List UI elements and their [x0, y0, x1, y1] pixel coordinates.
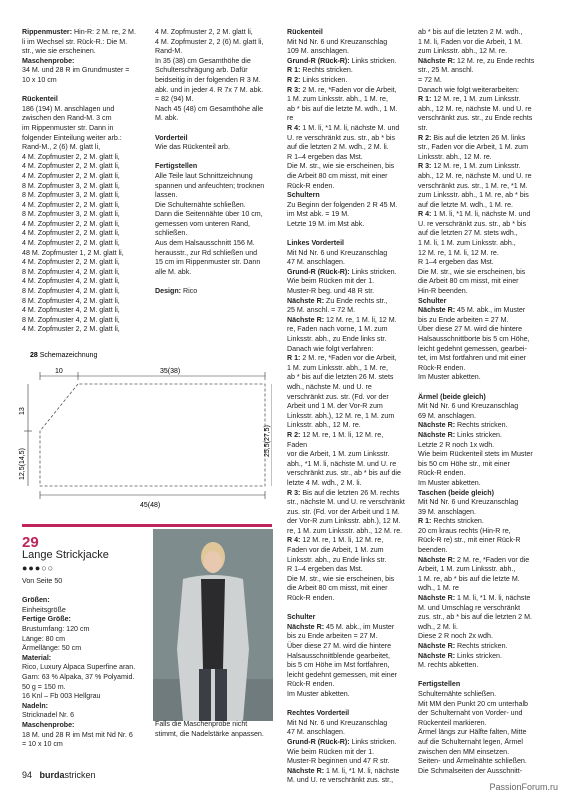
- text-line: R 1: Rechts stricken.: [287, 66, 353, 75]
- text-line: [287, 700, 405, 710]
- dim-bottom: 45(48): [140, 502, 161, 509]
- text-line: Grund-R (Rück-R): Links stricken.: [287, 56, 397, 65]
- text-line: re, Faden nach vorne, 1 M. zum: [287, 325, 388, 334]
- text-line: Im Muster abketten.: [418, 478, 481, 487]
- text-line: Linksstr. abh.), 12 M. re, 1 M. zum: [287, 411, 395, 420]
- text-line: [155, 153, 273, 163]
- text-line: R 4: 1 M. li, *1 M. li, nächste M. und: [287, 123, 400, 132]
- text-line: 4 M. Zopfmuster 2, 2 M. glatt li,: [22, 152, 120, 161]
- text-line: U. re verschränkt zus. str., ab * bis: [418, 219, 527, 228]
- text-line: 50 g = 150 m.: [22, 682, 66, 691]
- text-line: 4 M. Zopfmuster 2, 2 M. glatt li,: [155, 28, 253, 36]
- text-line: bis 5 cm Höhe im Mst fortfahren,: [287, 661, 390, 670]
- text-line: Mit Nd Nr. 6 und Kreuzanschlag: [418, 498, 519, 507]
- text-line: Mit MM den Punkt 20 cm unterhalb: [418, 699, 529, 708]
- text-line: Rückenteil: [287, 28, 323, 36]
- text-line: Mit Nd Nr. 6 und Kreuzanschlag: [287, 718, 388, 727]
- text-line: zwischen den Rand-M. 3 cm: [22, 114, 112, 123]
- text-line: str., Faden vor die Arbeit, 1 M. zum: [418, 143, 528, 152]
- text-line: Muster-R beg. und 48 R str.: [287, 287, 375, 296]
- text-line: tet, im Mst fortfahren und mit einer: [418, 354, 527, 363]
- text-line: Rückenteil: [22, 95, 58, 104]
- text-line: Garn: 63 % Alpaka, 37 % Polyamid.: [22, 672, 135, 681]
- text-line: Wie beim Rücken mit der 1.: [287, 277, 375, 286]
- text-line: [287, 604, 405, 614]
- text-line: Nächste R: 12 M. re, 1 M. li, 12 M.: [287, 315, 397, 324]
- text-line: Aus dem Halsausschnitt 156 M.: [155, 239, 255, 248]
- text-line: Halsausschnittblende gearbeitet,: [287, 651, 390, 660]
- text-line: die Arbeit 80 cm misst, mit einer: [287, 584, 388, 593]
- text-line: Nach 45 (48) cm Gesamthöhe alle: [155, 104, 264, 113]
- text-line: Im Muster abketten.: [287, 689, 350, 698]
- text-line: Vorderteil: [155, 133, 188, 142]
- text-line: herausstr., zur Rd schließen und: [155, 248, 258, 257]
- text-line: bis zu Ende arbeiten = 27 M.: [418, 315, 509, 324]
- text-line: 15 cm im Rippenmuster str. Dann: [155, 258, 261, 267]
- text-line: 8 M. Zopfmuster 4, 2 M. glatt li,: [22, 267, 120, 276]
- text-line: Grund-R (Rück-R): Links stricken.: [287, 267, 397, 276]
- text-line: abk. und in jeder 4. R 7x 7 M. abk.: [155, 85, 264, 94]
- text-line: gemessen vom unteren Rand,: [155, 219, 251, 228]
- text-line: vor die Arbeit, 1 M. zum Linksstr.: [287, 450, 390, 459]
- text-line: Ärmel (beide gleich): [418, 392, 486, 401]
- text-line: Fertigstellen: [155, 162, 198, 171]
- text-line: 69 M. anschlagen.: [418, 411, 476, 420]
- text-line: 8 M. Zopfmuster 4, 2 M. glatt li,: [22, 287, 120, 296]
- dim-neck: 10: [55, 368, 63, 375]
- text-line: 18 M. und 28 R im Mst mit Nd Nr. 6: [22, 730, 133, 739]
- text-line: Taschen (beide gleich): [418, 488, 494, 497]
- brand-bold: burda: [39, 770, 65, 780]
- column-2: [155, 28, 273, 297]
- text-line: 1 M. li, Faden vor die Arbeit, 1 M.: [418, 37, 523, 46]
- text-line: auf die letzte M. wdh., 1 M. re.: [418, 200, 514, 209]
- text-line: 4 M. Zopfmuster 2, 2 M. glatt li,: [22, 219, 120, 228]
- text-line: Wie beim Rücken mit der 1.: [287, 747, 375, 756]
- text-line: Schulterschrägung arb. Dafür: [155, 66, 248, 75]
- text-line: 8 M. Zopfmuster 3, 2 M. glatt li,: [22, 191, 120, 200]
- text-line: lassen.: [155, 191, 178, 200]
- text-line: Mit Nd Nr. 6 und Kreuzanschlag: [418, 402, 519, 411]
- text-line: Zu Beginn der folgenden 2 R 45 M.: [287, 200, 398, 209]
- text-line: 186 (194) M. anschlagen und: [22, 104, 115, 113]
- text-line: Die M. str., wie sie erscheinen, bis: [418, 267, 526, 276]
- watermark: PassionForum.ru: [489, 782, 558, 792]
- text-line: Letzte 19 M. im Mst abk.: [287, 219, 365, 228]
- text-line: R 3: Bis auf die letzten 26 M. rechts: [287, 488, 400, 497]
- text-line: Linksstr. abh., 12 M. re.: [287, 421, 361, 430]
- dim-left-upper: 13: [19, 407, 26, 415]
- text-line: [155, 124, 273, 134]
- text-line: leicht gedehnt gemessen, mit einer: [287, 670, 398, 679]
- text-line: 4 M. Zopfmuster 2, 2 M. glatt li,: [22, 325, 120, 334]
- text-line: Faden vor die Arbeit, 1 M. zum: [287, 546, 384, 555]
- column-1: [22, 28, 146, 335]
- text-line: M. und U. re verschränkt zus. str.,: [287, 776, 394, 785]
- text-line: Nächste R: 45 M. abk., im Muster: [418, 306, 526, 315]
- text-line: Muster-R beginnen und 47 R str.: [287, 757, 390, 766]
- text-line: beenden.: [418, 546, 448, 555]
- text-line: Nächste R: 12 M. re, zu Ende rechts: [418, 56, 535, 65]
- text-line: Wie beim Rückenteil stets im Muster: [418, 450, 533, 459]
- text-line: 4 M. Zopfmuster 2, 2 (6) M. glatt li,: [155, 37, 264, 46]
- text-line: Letzte 2 R noch 1x wdh.: [418, 440, 495, 449]
- text-line: alle M. abk.: [155, 267, 192, 276]
- text-line: R 1: 2 M. re, *Faden vor die Arbeit,: [287, 354, 397, 363]
- text-line: 48 M. Zopfmuster 1, 2 M. glatt li,: [22, 248, 124, 257]
- text-line: Rand-M., 2 (6) M. glatt li,: [22, 143, 101, 152]
- text-line: Hin-R beenden.: [418, 287, 468, 296]
- page-number: 94: [22, 770, 33, 780]
- brand-rest: stricken: [64, 770, 96, 780]
- text-line: 20 cm kraus rechts (Hin-R re,: [418, 526, 511, 535]
- text-line: Rück-R enden.: [287, 594, 335, 603]
- text-line: zum Linksstr. abh., 1 M. re, ab * bis: [418, 191, 529, 200]
- text-line: 4 M. Zopfmuster 2, 2 M. glatt li,: [22, 200, 120, 209]
- text-line: R 2: Links stricken.: [287, 75, 348, 84]
- text-line: re, 1 M. zum Linksstr. abh., 12 M. re.: [287, 526, 403, 535]
- text-line: str.: [418, 123, 428, 132]
- text-line: im Mst abk. = 19 M.: [287, 210, 350, 219]
- text-line: 1 M. zum Linksstr. abh., 1 M. re,: [287, 95, 388, 104]
- text-line: Brustumfang: 120 cm: [22, 624, 90, 633]
- text-line: Die M. str., wie sie erscheinen, bis: [287, 574, 395, 583]
- text-line: Schulter: [418, 296, 447, 305]
- text-line: 10 x 10 cm: [22, 75, 57, 84]
- text-line: Rück-R enden.: [418, 363, 466, 372]
- text-line: zus. str., ab * bis auf die letzten 2 M.: [418, 613, 532, 622]
- text-line: Fertige Größe:: [22, 615, 71, 624]
- text-line: Nächste R: Links stricken.: [418, 651, 502, 660]
- text-line: ab * bis auf die letzte M. wdh., 1 M. re: [287, 104, 398, 123]
- text-line: R 1: Rechts stricken.: [418, 517, 484, 526]
- text-line: Alle Teile laut Schnittzeichnung: [155, 171, 253, 180]
- text-line: [22, 587, 150, 597]
- text-line: zwischen den MM einsetzen.: [418, 747, 510, 756]
- difficulty-dots: ●●●○○: [22, 563, 55, 573]
- text-line: R 3: 12 M. re, 1 M. zum Linksstr.: [418, 162, 521, 171]
- text-line: Mit Nd Nr. 6 und Kreuzanschlag: [287, 248, 388, 257]
- text-line: Schulter: [287, 613, 316, 622]
- text-line: 4 M. Zopfmuster 2, 2 M. glatt li,: [22, 162, 120, 171]
- text-line: folgender Einteilung weiter arb.:: [22, 133, 122, 142]
- text-line: [155, 277, 273, 287]
- text-line: R 1: 12 M. re, 1 M. zum Linksstr.: [418, 95, 521, 104]
- text-line: Länge: 80 cm: [22, 634, 65, 643]
- text-line: 4 M. Zopfmuster 2, 2 M. glatt li,: [22, 171, 120, 180]
- text-line: Nächste R: 45 M. abk., im Muster: [287, 622, 395, 631]
- text-line: Nächste R: Zu Ende rechts str.,: [287, 296, 388, 305]
- text-line: Arbeit und 1 M. der Vor-R zum: [287, 402, 383, 411]
- text-line: [418, 671, 546, 681]
- text-line: 16 Knl – Fb 003 Hellgrau: [22, 692, 101, 701]
- text-line: Grund-R (Rück-R): Links stricken.: [287, 737, 397, 746]
- text-line: Design: Rico: [155, 287, 198, 296]
- text-line: Maschenprobe:: [22, 56, 75, 65]
- text-line: bis zu Ende arbeiten = 27 M.: [287, 632, 378, 641]
- schematic-drawing: [10, 345, 272, 520]
- text-line: letzte 4 M. wdh., 2 M. li.: [287, 478, 362, 487]
- text-line: 4 M. Zopfmuster 4, 2 M. glatt li,: [22, 277, 120, 286]
- text-line: bis 50 cm Höhe str., mit einer: [418, 459, 510, 468]
- text-line: Rück-R re) str., mit einer Rück-R: [418, 536, 521, 545]
- text-line: abh., *1 M. li, nächste M. und U. re: [287, 459, 397, 468]
- text-line: die Arbeit 80 cm misst, mit einer: [287, 171, 388, 180]
- text-line: zus. str. (Fd. vor der Arbeit und 1 M.: [287, 507, 400, 516]
- text-line: Einheitsgröße: [22, 605, 66, 614]
- text-line: Linksstr. abh., zu Ende links str.: [287, 335, 387, 343]
- text-line: li im Wechsel str. Rück-R.: Die M.: [22, 37, 128, 46]
- text-line: R 4: 1 M. li, *1 M. li, nächste M. und: [418, 210, 531, 219]
- text-line: Rippenmuster: Hin-R: 2 M. re, 2 M.: [22, 28, 136, 36]
- text-line: 34 M. und 28 R im Grundmuster =: [22, 66, 130, 75]
- text-line: 1 M. re, ab * bis auf die letzte M.: [418, 574, 520, 583]
- text-line: im Rippenmuster str. Dann in: [22, 123, 114, 132]
- text-line: Diese 2 R noch 2x wdh.: [418, 632, 493, 641]
- text-line: M. abk.: [155, 114, 179, 123]
- text-line: Mit Nd Nr. 6 und Kreuzanschlag: [287, 37, 388, 46]
- text-line: str., wie sie erscheinen.: [22, 47, 96, 56]
- text-line: Schultern: [287, 191, 320, 200]
- text-line: Die Schulternähte schließen.: [155, 200, 246, 209]
- text-line: Rück-R enden.: [418, 469, 466, 478]
- dim-right: 25,5(27,5): [264, 425, 271, 457]
- text-line: wdh., 1 M. re: [418, 584, 460, 593]
- text-line: verschränkt zus. str., ab * bis auf die: [287, 469, 401, 478]
- text-line: Ärmel längs zur Hälfte falten, Mitte: [418, 728, 527, 737]
- text-line: ab * bis auf die letzten 26 M. stets: [287, 373, 394, 382]
- text-line: Von Seite 50: [22, 577, 63, 585]
- text-line: 4 M. Zopfmuster 2, 2 M. glatt li,: [22, 239, 120, 248]
- text-line: Rico, Luxury Alpaca Superfine aran.: [22, 663, 136, 672]
- text-line: abh., 12 M. re, nächste M. und U. re: [418, 104, 532, 113]
- text-line: R 2: Bis auf die letzten 26 M. links: [418, 133, 526, 142]
- text-line: Nächste R: Links stricken.: [418, 430, 502, 439]
- text-line: M. und Umschlag re verschränkt: [418, 603, 521, 612]
- text-line: ab * bis auf die letzten 2 M. wdh.,: [418, 28, 523, 36]
- text-line: = 10 x 10 cm: [22, 740, 63, 749]
- text-line: Halsausschnittborte bis 5 cm Höhe,: [418, 335, 530, 343]
- text-line: Seiten- und Ärmelnähte schließen.: [418, 757, 527, 766]
- text-line: 8 M. Zopfmuster 4, 2 M. glatt li,: [22, 296, 120, 305]
- text-line: Arbeit, 1 M. zum Linksstr. abh.,: [418, 565, 516, 574]
- text-line: Nächste R: Rechts stricken.: [418, 642, 508, 650]
- text-line: 1 M. li, 1 M. zum Linksstr. abh.,: [418, 239, 516, 248]
- text-line: 47 M. anschlagen.: [287, 258, 345, 267]
- text-line: Über diese 27 M. wird die hintere: [287, 642, 392, 650]
- pattern-number: 29: [22, 534, 39, 551]
- text-line: verschränkt zus. str., zu Ende rechts: [418, 114, 533, 123]
- text-line: Nächste R: 2 M. re, *Faden vor die: [418, 555, 530, 564]
- text-line: Linksstr. abh., zu Ende links str.: [287, 555, 387, 564]
- diagram-label: 28 Schemazeichnung: [30, 352, 98, 359]
- text-line: R 3: 2 M. re, *Faden vor die Arbeit,: [287, 85, 397, 94]
- section-divider: [22, 524, 272, 527]
- text-line: auf die Schulternaht legen, Ärmel: [418, 737, 523, 746]
- text-line: stimmt, die Nadelstärke anpassen.: [155, 729, 264, 738]
- text-line: Rückenteil markieren.: [418, 718, 487, 727]
- text-line: 1 M. zum Linksstr. abh., 1 M. re,: [287, 363, 388, 372]
- text-line: Schulternähte schließen.: [418, 689, 497, 698]
- text-line: Rück-R enden.: [287, 680, 335, 689]
- text-line: Danach wie folgt weiterarbeiten:: [418, 85, 519, 94]
- text-line: Maschenprobe:: [22, 720, 75, 729]
- pattern-info: [22, 577, 150, 750]
- text-line: Material:: [22, 653, 52, 662]
- text-line: Falls die Maschenprobe nicht: [155, 720, 248, 728]
- text-line: Die Schmalseiten der Ausschnitt-: [418, 766, 523, 775]
- text-line: Nadeln:: [22, 701, 49, 710]
- text-line: Stricknadel Nr. 6: [22, 711, 75, 720]
- text-line: 109 M. anschlagen.: [287, 47, 349, 56]
- text-line: R 1–4 ergeben das Mst.: [287, 152, 363, 161]
- text-line: der Vor-R zum Linksstr. abh.), 12 M.: [287, 517, 401, 526]
- text-line: Linksstr. abh., 12 M. re.: [418, 152, 492, 161]
- text-line: Wie das Rückenteil arb.: [155, 143, 230, 152]
- text-line: 25 M. anschl. = 72 M.: [287, 306, 356, 315]
- text-line: R 1–4 ergeben das Mst.: [287, 565, 363, 574]
- text-line: der Schulternaht von Vorder- und: [418, 709, 523, 718]
- text-line: [287, 229, 405, 239]
- text-line: = 72 M.: [418, 75, 442, 84]
- text-line: R 1–4 ergeben das Mst.: [418, 258, 494, 267]
- column-4: [418, 28, 546, 776]
- text-line: 4 M. Zopfmuster 2, 2 M. glatt li,: [22, 229, 120, 238]
- text-line: str., 25 M. anschl.: [418, 66, 474, 75]
- text-line: Ärmellänge: 50 cm: [22, 644, 82, 653]
- text-line: Linkes Vorderteil: [287, 239, 345, 248]
- text-line: 4 M. Zopfmuster 4, 2 M. glatt li,: [22, 306, 120, 315]
- text-line: abh., 12 M. re, nächste M. und U. re: [418, 171, 532, 180]
- text-line: Nächste R: 1 M. li, *1 M. li, nächste: [418, 594, 531, 603]
- text-line: Nächste R: Rechts stricken.: [418, 421, 508, 430]
- column-3: [287, 28, 405, 786]
- text-line: Nächste R: 1 M. li, *1 M. li, nächste: [287, 766, 400, 775]
- text-line: Rand-M.: [155, 47, 183, 56]
- text-line: Die M. str., wie sie erscheinen, bis: [287, 162, 395, 171]
- text-line: Größen:: [22, 596, 50, 605]
- text-line: wdh., 2 M. li.: [418, 622, 458, 631]
- text-line: = 82 (94) M.: [155, 95, 194, 104]
- text-line: In 35 (38) cm Gesamthöhe die: [155, 56, 251, 65]
- text-line: Über diese 27 M. wird die hintere: [418, 325, 523, 334]
- text-line: auf die letzten 2 M. wdh., 2 M. li.: [287, 143, 389, 152]
- page-footer: [22, 770, 96, 780]
- text-line: schließen.: [155, 229, 188, 238]
- text-line: M. rechts abketten.: [418, 661, 479, 670]
- text-line: [22, 86, 146, 96]
- text-line: R 4: 12 M. re, 1 M. li, 12 M. re,: [287, 536, 384, 545]
- dim-shoulder: 35(38): [160, 368, 181, 375]
- text-line: Rück-R enden.: [287, 181, 335, 190]
- text-line: R 2: 12 M. re, 1 M. li, 12 M. re, Faden: [287, 430, 384, 449]
- column-5-note: [155, 720, 273, 739]
- text-line: str., nächste M. und U. re verschränkt: [287, 498, 405, 507]
- text-line: 12 M. re, 1 M. li, 12 M. re.: [418, 248, 499, 257]
- dim-left-lower: 12,5(14,5): [19, 448, 26, 480]
- text-line: leicht gedehnt gemessen, gearbei-: [418, 344, 527, 353]
- text-line: 39 M. anschlagen.: [418, 507, 476, 516]
- text-line: beidseitig in der folgenden R 3 M.: [155, 75, 261, 84]
- text-line: zum Linksstr. abh., 12 M. re.: [418, 47, 508, 56]
- text-line: Fertigstellen: [418, 680, 461, 689]
- text-line: 8 M. Zopfmuster 4, 2 M. glatt li,: [22, 315, 120, 324]
- text-line: verschränkt zus. str., 1 M. re, *1 M.: [418, 181, 528, 190]
- pattern-title: Lange Strickjacke: [22, 549, 109, 561]
- text-line: auf die letzten 27 M. stets wdh.,: [418, 229, 518, 238]
- text-line: 47 M. anschlagen.: [287, 728, 345, 737]
- text-line: die Arbeit 80 cm misst, mit einer: [418, 277, 519, 286]
- text-line: Danach wie folgt verfahren:: [287, 344, 374, 353]
- text-line: 4 M. Zopfmuster 2, 2 M. glatt li,: [22, 258, 120, 267]
- text-line: 8 M. Zopfmuster 3, 2 M. glatt li,: [22, 210, 120, 219]
- text-line: wdh., nächste M. und U. re: [287, 382, 372, 391]
- model-photo: [153, 529, 273, 721]
- text-line: U. re verschränkt zus. str., ab * bis: [287, 133, 396, 142]
- text-line: [418, 383, 546, 393]
- text-line: Rechtes Vorderteil: [287, 709, 350, 718]
- text-line: Im Muster abketten.: [418, 373, 481, 382]
- text-line: verschränkt zus. str. (Fd. vor der: [287, 392, 389, 401]
- text-line: Dann die Seitennähte über 10 cm,: [155, 210, 263, 219]
- text-line: 8 M. Zopfmuster 3, 2 M. glatt li,: [22, 181, 120, 190]
- text-line: spannen und anfeuchten; trocknen: [155, 181, 265, 190]
